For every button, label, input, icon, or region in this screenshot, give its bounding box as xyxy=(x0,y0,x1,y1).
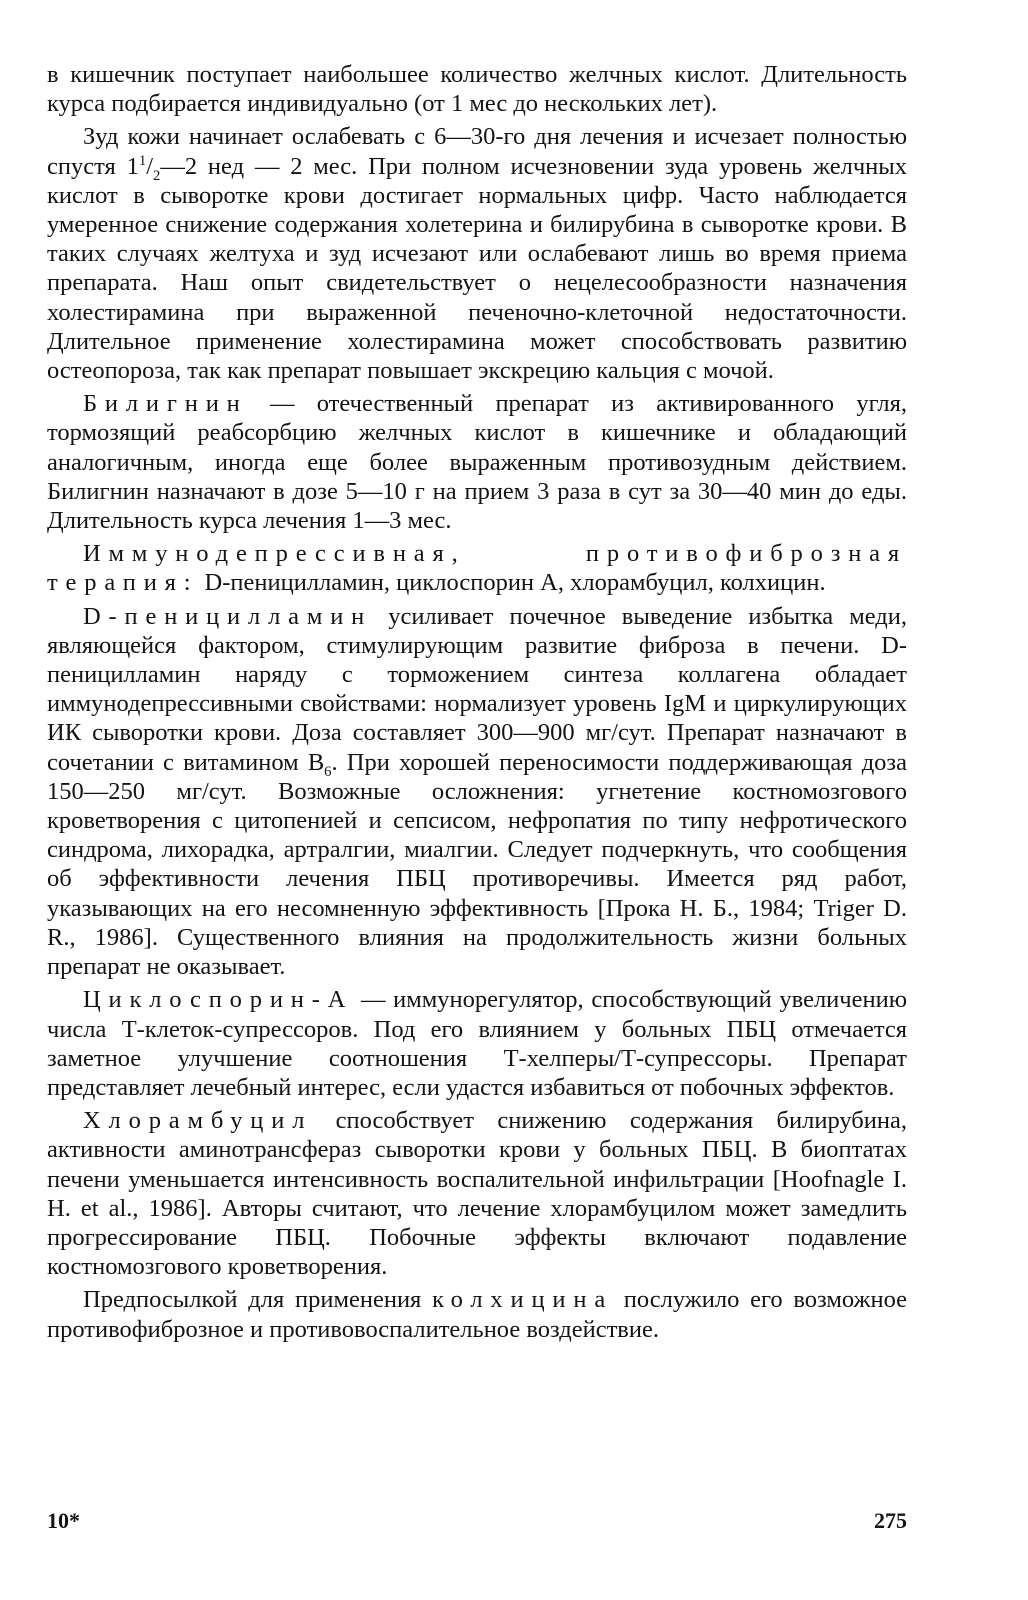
vitamin-subscript: 6 xyxy=(324,763,332,780)
paragraph-colchicine xyxy=(47,1285,907,1343)
paragraph-1 xyxy=(47,60,907,118)
fraction-denominator: 2 xyxy=(153,167,161,184)
paragraph-1-text: в кишечник поступает наибольшее количество желчных кислот. Длительность курса подбирается индивидуально (от 1 мес до нескольких лет). xyxy=(47,61,907,118)
term-colchicine: колхицина xyxy=(432,1286,614,1314)
paragraph-2 xyxy=(47,122,907,385)
signature-mark: 10* xyxy=(47,1508,80,1533)
term-chlorambucil: Хлорамбуцил xyxy=(83,1107,313,1135)
paragraph-biligin xyxy=(47,389,907,535)
paragraph-colchicine-pre: Предпосылкой для применения xyxy=(83,1286,433,1314)
paragraph-penicillamine xyxy=(47,602,907,982)
paragraph-therapy-text: D-пеницилламин, циклоспорин А, хлорамбуцил, колхицин. xyxy=(198,569,826,597)
page-number: 275 xyxy=(874,1508,907,1533)
paragraph-biligin-text: — отечественный препарат из активированного угля, тормозящий реабсорбцию желчных кислот в кишечнике и обладающий аналогичным, иногда еще более выраженным противозудным действием. Билигнин назначают в дозе 5—10 г на прием 3 раза в сут за 30—40 мин до еды. Длительность курса лечения 1—3 мес. xyxy=(47,390,907,535)
paragraph-therapy xyxy=(47,539,907,597)
paragraph-2-post: —2 нед — 2 мес. При полном исчезновении зуда уровень желчных кислот в сыворотке крови достигает нормальных цифр. Часто наблюдается умеренное снижение содержания холетерина и билирубина в сыворотке крови. В таких случаях желтуха и зуд исчезают или ослабевают лишь во время приема препарата. Наш опыт свидетельствует о нецелесообразности назначения холестирамина при выраженной печеночно-клеточной недостаточности. Длительное применение холестирамина может способствовать развитию остеопороза, так как препарат повышает экскрецию кальция с мочой. xyxy=(47,152,907,385)
page-body xyxy=(47,60,907,1348)
term-therapy-heading: Иммунодепрессивная, противофиброзная терапия: xyxy=(47,540,907,597)
fraction-slash: / xyxy=(146,152,153,180)
paragraph-penicillamine-pre: усиливает почечное выведение избытка меди, являющейся фактором, стимулирующим развитие фиброза в печени. D-пеницилламин наряду с торможением синтеза коллагена обладает иммунодепрессивными свойствами: нормализует уровень IgM и циркулирующих ИК сыворотки крови. Доза составляет 300—900 мг/сут. Препарат назначают в сочетании с витамином B xyxy=(47,602,907,776)
fraction-numerator: 1 xyxy=(138,152,147,169)
term-cyclosporin: Циклоспорин-А xyxy=(83,986,354,1014)
paragraph-2-pre: Зуд кожи начинает ослабевать с 6—30-го дня лечения и исчезает полностью спустя 1 xyxy=(47,123,907,180)
paragraph-chlorambucil xyxy=(47,1106,907,1281)
term-biligin: Билигнин xyxy=(83,390,248,418)
paragraph-cyclosporin-text: — иммунорегулятор, способствующий увеличению числа Т-клеток-супрессоров. Под его влиянием у больных ПБЦ отмечается заметное улучшение соотношения Т-хелперы/Т-супрессоры. Препарат представляет лечебный интерес, если удастся избавиться от побочных эффектов. xyxy=(47,986,907,1101)
page-footer xyxy=(47,1508,907,1534)
paragraph-colchicine-post: послужило его возможное противофиброзное и противовоспалительное воздействие. xyxy=(47,1286,907,1343)
paragraph-chlorambucil-text: способствует снижению содержания билирубина, активности аминотрансфераз сыворотки крови у больных ПБЦ. В биоптатах печени уменьшается интенсивность воспалительной инфильтрации [Hoofnagle I. H. et al., 1986]. Авторы считают, что лечение хлорамбуцилом может замедлить прогрессирование ПБЦ. Побочные эффекты включают подавление костномозгового кроветворения. xyxy=(47,1107,907,1281)
term-penicillamine: D-пеницилламин xyxy=(83,602,373,630)
paragraph-cyclosporin xyxy=(47,985,907,1102)
paragraph-penicillamine-post: . При хорошей переносимости поддерживающая доза 150—250 мг/сут. Возможные осложнения: угнетение костномозгового кроветворения с цитопенией и сепсисом, нефропатия по типу нефротического синдрома, лихорадка, артралгии, миалгии. Следует подчеркнуть, что сообщения об эффективности лечения ПБЦ противоречивы. Имеется ряд работ, указывающих на его несомненную эффективность [Прока Н. Б., 1984; Triger D. R., 1986]. Существенного влияния на продолжительность жизни больных препарат не оказывает. xyxy=(47,748,907,981)
